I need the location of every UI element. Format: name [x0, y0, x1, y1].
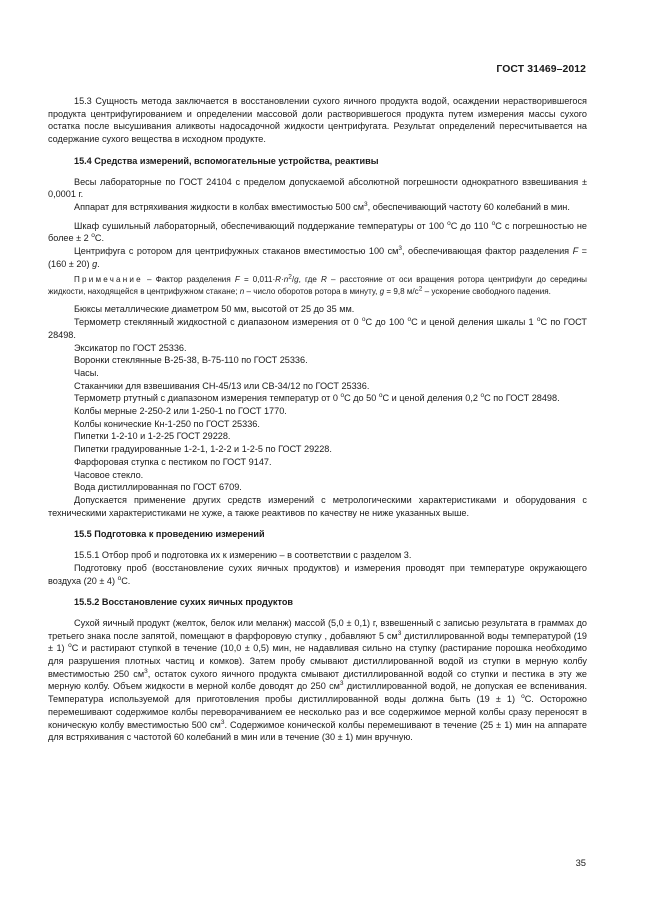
list-item: Часовое стекло. — [74, 469, 144, 480]
item-thermometer-glass: Термометр стеклянный жидкостной с диапазоном измерения от 0 $^о$С до 100 $^о$С и ценой деления шкалы 1 $^о$С по ГОСТ 28498. — [48, 316, 587, 340]
list-item: Стаканчики для взвешивания СН-45/13 или СВ-34/12 по ГОСТ 25336. — [74, 380, 370, 391]
list-item: Бюксы металлические диаметром 50 мм, высотой от 25 до 35 мм. — [74, 304, 355, 315]
heading-15-4: 15.4 Средства измерений, вспомогательные устройства, реактивы — [74, 155, 379, 166]
list-item: Воронки стеклянные В-25-38, В-75-110 по ГОСТ 25336. — [74, 355, 308, 366]
heading-15-5: 15.5 Подготовка к проведению измерений — [74, 529, 265, 540]
note-separation-factor: Примечание – Фактор разделения $F = 0,011\cdot R\cdot n^2/g$, где R – расстояние от оси вращения ротора центрифуги до середины жидкости, находящейся в центрифужном стакане; n – число оборотов ротора в минуту, g = 9,8 $м/с^2$ – ускорение свободного падения. — [48, 273, 587, 296]
section-15-5-1: 15.5.1 Отбор проб и подготовка их к измерению – в соответствии с разделом 3. — [74, 550, 412, 561]
list-item: Пипетки градуированные 1-2-1, 1-2-2 и 1-2-5 по ГОСТ 29228. — [74, 444, 332, 455]
item-oven: Шкаф сушильный лабораторный, обеспечивающий поддержание температуры от 100 $^о$С до 110 $^о$С с погрешностью не более ± 2 $^о$С. — [48, 219, 587, 244]
list-item: Фарфоровая ступка с пестиком по ГОСТ 9147. — [74, 456, 272, 467]
permission-paragraph: Допускается применение других средств измерений с метрологическими характеристиками и оборудования с техническими характеристиками не хуже, а также реактивов по качеству не ниже указанных выше. — [48, 494, 587, 518]
list-item: Пипетки 1-2-10 и 1-2-25 ГОСТ 29228. — [74, 431, 231, 442]
heading-15-5-2: 15.5.2 Восстановление сухих яичных продуктов — [74, 597, 294, 608]
list-item: Колбы конические Кн-1-250 по ГОСТ 25336. — [74, 418, 260, 429]
page-number: 35 — [575, 857, 586, 868]
item-shaker: Аппарат для встряхивания жидкости в колбах вместимостью 500 $см^3$, обеспечивающий частоту 60 колебаний в мин. — [74, 200, 570, 212]
item-centrifuge: Центрифуга с ротором для центрифужных стаканов вместимостью 100 $см^3$, обеспечивающая фактор разделения F = (160 ± 20) g. — [48, 244, 587, 269]
section-15-3: 15.3 Сущность метода заключается в восстановлении сухого яичного продукта водой, осаждении нерастворившегося продукта центрифугированием и определении массовой доли растворившегося продукта путем измерения массы сухого остатка после высушивания аликвоты надосадочной жидкости центрифугата. Результат определений пересчитывается на содержание сухого вещества в исходном продукте. — [48, 96, 587, 145]
item-thermometer-mercury: Термометр ртутный с диапазоном измерения температур от 0 $^о$С до 50 $^о$С и ценой деления 0,2 $^о$С по ГОСТ 28498. — [74, 392, 560, 404]
item-scales: Весы лабораторные по ГОСТ 24104 с пределом допускаемой абсолютной погрешности однократного взвешивания ± 0,0001 г. — [48, 176, 587, 200]
list-item: Эксикатор по ГОСТ 25336. — [74, 342, 187, 353]
list-item: Вода дистиллированная по ГОСТ 6709. — [74, 482, 242, 493]
restoration-paragraph: Сухой яичный продукт (желток, белок или меланж) массой (5,0 ± 0,1) г, взвешенный с записью результата в граммах до третьего знака после запятой, помещают в фарфоровую ступку , добавляют 5 $см^3$ дистиллированной воды температурой (19 ± 1) $^о$С и растирают ступкой в течение (10,0 ± 0,5) мин, не надавливая сильно на ступку (растирание порошка необходимо для разрушения плотных частиц и комков). Затем пробу смывают дистиллированной водой из ступки в мерную колбу вместимостью 250 $см^3$, остаток сухого яичного продукта смывают дистиллированной водой со ступки и пестика в эту же мерную колбу. Объем жидкости в мерной колбе доводят до 250 $см^3$ дистиллированной водой, не допуская ее вспенивания. Температура используемой для приготовления пробы дистиллированной воды должна быть (19 ± 1) $^о$С. Осторожно перемешивают содержимое колбы переворачиванием ее несколько раз и все содержимое мерной колбы сразу переносят в коническую колбу вместимостью 500 $см^3$. Содержимое конической колбы перемешивают в течение (25 ± 1) мин на аппарате для встряхивания с частотой 60 колебаний в мин или в течение (30 ± 1) мин вручную. — [48, 617, 587, 743]
list-item: Часы. — [74, 367, 99, 378]
preparation-paragraph: Подготовку проб (восстановление сухих яичных продуктов) и измерения проводят при температуре окружающего воздуха (20 ± 4) $^о$С. — [48, 562, 587, 586]
page-body — [48, 95, 587, 744]
list-item: Колбы мерные 2-250-2 или 1-250-1 по ГОСТ 1770. — [74, 406, 287, 417]
document-code: ГОСТ 31469–2012 — [496, 64, 586, 75]
